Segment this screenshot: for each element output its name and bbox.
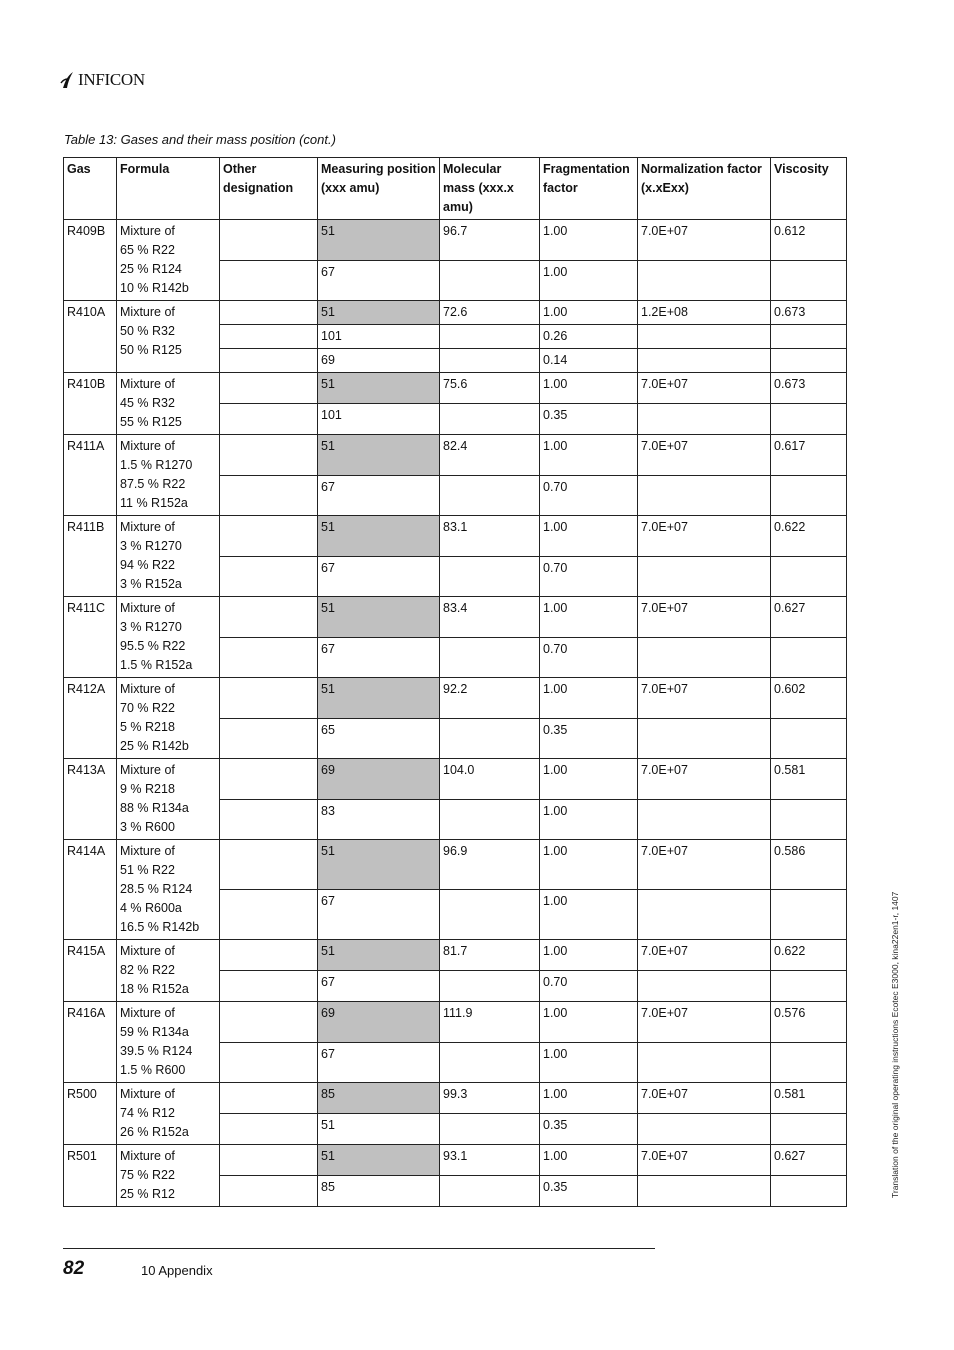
table-row	[64, 1083, 847, 1114]
cell-viscosity	[771, 556, 847, 597]
cell-viscosity: 0.673	[771, 301, 847, 325]
formula-line: 50 % R32	[120, 324, 175, 338]
cell-normalization-factor: 7.0E+07	[638, 1002, 771, 1043]
cell-molecular-mass: 82.4	[440, 435, 540, 476]
cell-other-designation	[220, 1114, 318, 1145]
cell-molecular-mass: 92.2	[440, 678, 540, 719]
formula-line: Mixture of	[120, 682, 175, 696]
table-row	[64, 940, 847, 971]
cell-fragmentation-factor: 1.00	[540, 840, 638, 890]
formula-line: Mixture of	[120, 844, 175, 858]
section-label: 10 Appendix	[141, 1263, 213, 1278]
cell-fragmentation-factor: 0.70	[540, 971, 638, 1002]
cell-measuring-position: 101	[318, 325, 440, 349]
side-note: Translation of the original operating instructions Ecotec E3000, kina22en1-r, 1407	[890, 891, 900, 1198]
cell-other-designation	[220, 678, 318, 719]
cell-normalization-factor: 7.0E+07	[638, 940, 771, 971]
cell-viscosity	[771, 1176, 847, 1207]
cell-measuring-position: 51	[318, 940, 440, 971]
column-header-other-designation: Other designation	[220, 158, 318, 220]
inficon-logo	[60, 70, 145, 90]
cell-other-designation	[220, 637, 318, 678]
formula-line: 51 % R22	[120, 863, 175, 877]
cell-measuring-position: 51	[318, 597, 440, 638]
cell-molecular-mass	[440, 890, 540, 940]
formula-line: 65 % R22	[120, 243, 175, 257]
cell-normalization-factor	[638, 349, 771, 373]
formula-line: Mixture of	[120, 944, 175, 958]
cell-normalization-factor	[638, 325, 771, 349]
cell-measuring-position: 67	[318, 637, 440, 678]
cell-other-designation	[220, 475, 318, 516]
page-number: 82	[63, 1258, 85, 1279]
cell-other-designation	[220, 597, 318, 638]
cell-fragmentation-factor: 1.00	[540, 220, 638, 261]
formula-line: 3 % R1270	[120, 539, 182, 553]
cell-normalization-factor	[638, 799, 771, 840]
cell-measuring-position: 101	[318, 404, 440, 435]
cell-fragmentation-factor: 0.70	[540, 475, 638, 516]
formula-line: 75 % R22	[120, 1168, 175, 1182]
formula-line: 74 % R12	[120, 1106, 175, 1120]
table-row	[64, 373, 847, 404]
cell-other-designation	[220, 1176, 318, 1207]
cell-formula	[117, 597, 220, 678]
cell-molecular-mass: 104.0	[440, 759, 540, 800]
cell-fragmentation-factor: 1.00	[540, 759, 638, 800]
cell-normalization-factor	[638, 1042, 771, 1083]
column-header-formula: Formula	[117, 158, 220, 220]
cell-viscosity: 0.581	[771, 759, 847, 800]
cell-fragmentation-factor: 1.00	[540, 301, 638, 325]
cell-gas: R411B	[64, 516, 117, 597]
cell-normalization-factor: 7.0E+07	[638, 373, 771, 404]
cell-measuring-position: 69	[318, 349, 440, 373]
cell-normalization-factor: 7.0E+07	[638, 516, 771, 557]
cell-molecular-mass: 81.7	[440, 940, 540, 971]
cell-formula	[117, 1145, 220, 1207]
formula-line: 95.5 % R22	[120, 639, 186, 653]
cell-molecular-mass	[440, 1042, 540, 1083]
cell-molecular-mass: 72.6	[440, 301, 540, 325]
column-header-viscosity: Viscosity	[771, 158, 847, 220]
cell-molecular-mass: 96.7	[440, 220, 540, 261]
cell-formula	[117, 373, 220, 435]
formula-line: 10 % R142b	[120, 281, 189, 295]
cell-viscosity: 0.576	[771, 1002, 847, 1043]
column-header-gas: Gas	[64, 158, 117, 220]
cell-other-designation	[220, 435, 318, 476]
cell-measuring-position: 69	[318, 759, 440, 800]
cell-measuring-position: 65	[318, 718, 440, 759]
cell-viscosity	[771, 890, 847, 940]
table-row	[64, 840, 847, 890]
cell-normalization-factor	[638, 404, 771, 435]
cell-viscosity	[771, 325, 847, 349]
cell-formula	[117, 840, 220, 940]
table-caption: Table 13: Gases and their mass position (cont.)	[64, 132, 336, 147]
cell-other-designation	[220, 1002, 318, 1043]
formula-line: 26 % R152a	[120, 1125, 189, 1139]
cell-other-designation	[220, 556, 318, 597]
cell-molecular-mass: 111.9	[440, 1002, 540, 1043]
cell-molecular-mass	[440, 718, 540, 759]
cell-other-designation	[220, 759, 318, 800]
cell-measuring-position: 51	[318, 516, 440, 557]
cell-molecular-mass: 83.1	[440, 516, 540, 557]
cell-gas: R413A	[64, 759, 117, 840]
formula-line: 28.5 % R124	[120, 882, 193, 896]
cell-molecular-mass	[440, 260, 540, 301]
cell-viscosity	[771, 475, 847, 516]
table-header-row	[64, 158, 847, 220]
cell-normalization-factor: 7.0E+07	[638, 435, 771, 476]
cell-measuring-position: 51	[318, 678, 440, 719]
cell-fragmentation-factor: 1.00	[540, 890, 638, 940]
cell-formula	[117, 301, 220, 373]
cell-molecular-mass	[440, 971, 540, 1002]
cell-fragmentation-factor: 1.00	[540, 373, 638, 404]
cell-viscosity	[771, 971, 847, 1002]
formula-line: Mixture of	[120, 1087, 175, 1101]
formula-line: 25 % R142b	[120, 739, 189, 753]
cell-molecular-mass	[440, 1176, 540, 1207]
cell-fragmentation-factor: 1.00	[540, 678, 638, 719]
cell-viscosity: 0.612	[771, 220, 847, 261]
cell-viscosity: 0.602	[771, 678, 847, 719]
cell-viscosity	[771, 260, 847, 301]
table-row	[64, 597, 847, 638]
cell-fragmentation-factor: 0.70	[540, 556, 638, 597]
cell-measuring-position: 85	[318, 1083, 440, 1114]
cell-measuring-position: 67	[318, 475, 440, 516]
cell-gas: R410A	[64, 301, 117, 373]
cell-fragmentation-factor: 1.00	[540, 516, 638, 557]
footer-rule	[63, 1248, 655, 1249]
formula-line: 88 % R134a	[120, 801, 189, 815]
cell-other-designation	[220, 1042, 318, 1083]
cell-viscosity	[771, 799, 847, 840]
formula-line: 3 % R1270	[120, 620, 182, 634]
formula-line: 87.5 % R22	[120, 477, 186, 491]
cell-measuring-position: 67	[318, 556, 440, 597]
cell-other-designation	[220, 301, 318, 325]
formula-line: Mixture of	[120, 601, 175, 615]
cell-fragmentation-factor: 0.35	[540, 1114, 638, 1145]
formula-line: 25 % R12	[120, 1187, 175, 1201]
formula-line: 3 % R152a	[120, 577, 182, 591]
cell-fragmentation-factor: 1.00	[540, 260, 638, 301]
cell-normalization-factor: 7.0E+07	[638, 597, 771, 638]
formula-line: 11 % R152a	[120, 496, 188, 510]
table-row	[64, 220, 847, 261]
formula-line: 1.5 % R152a	[120, 658, 193, 672]
cell-normalization-factor	[638, 1176, 771, 1207]
formula-line: 1.5 % R1270	[120, 458, 193, 472]
formula-line: 1.5 % R600	[120, 1063, 186, 1077]
cell-fragmentation-factor: 1.00	[540, 1042, 638, 1083]
formula-line: 18 % R152a	[120, 982, 189, 996]
cell-other-designation	[220, 971, 318, 1002]
cell-molecular-mass: 75.6	[440, 373, 540, 404]
cell-other-designation	[220, 349, 318, 373]
cell-normalization-factor: 7.0E+07	[638, 678, 771, 719]
table-row	[64, 516, 847, 557]
formula-line: 70 % R22	[120, 701, 175, 715]
cell-viscosity	[771, 1114, 847, 1145]
cell-other-designation	[220, 373, 318, 404]
cell-formula	[117, 1002, 220, 1083]
cell-fragmentation-factor: 1.00	[540, 1083, 638, 1114]
cell-measuring-position: 69	[318, 1002, 440, 1043]
cell-gas: R500	[64, 1083, 117, 1145]
cell-other-designation	[220, 799, 318, 840]
cell-normalization-factor: 1.2E+08	[638, 301, 771, 325]
cell-other-designation	[220, 220, 318, 261]
table-row	[64, 301, 847, 325]
cell-formula	[117, 678, 220, 759]
cell-formula	[117, 516, 220, 597]
cell-other-designation	[220, 516, 318, 557]
cell-molecular-mass	[440, 349, 540, 373]
table-row	[64, 435, 847, 476]
cell-other-designation	[220, 1083, 318, 1114]
cell-formula	[117, 1083, 220, 1145]
cell-normalization-factor: 7.0E+07	[638, 1083, 771, 1114]
inficon-logo-icon	[60, 71, 76, 89]
column-header-normalization-factor: Normalization factor (x.xExx)	[638, 158, 771, 220]
cell-formula	[117, 435, 220, 516]
cell-measuring-position: 85	[318, 1176, 440, 1207]
cell-viscosity: 0.617	[771, 435, 847, 476]
table-row	[64, 1145, 847, 1176]
cell-viscosity	[771, 718, 847, 759]
cell-molecular-mass	[440, 475, 540, 516]
cell-molecular-mass: 93.1	[440, 1145, 540, 1176]
cell-measuring-position: 51	[318, 301, 440, 325]
cell-formula	[117, 220, 220, 301]
cell-normalization-factor	[638, 475, 771, 516]
gases-table	[63, 157, 847, 1207]
formula-line: 45 % R32	[120, 396, 175, 410]
formula-line: Mixture of	[120, 763, 175, 777]
cell-measuring-position: 67	[318, 971, 440, 1002]
cell-other-designation	[220, 890, 318, 940]
cell-normalization-factor	[638, 556, 771, 597]
cell-measuring-position: 51	[318, 1145, 440, 1176]
column-header-fragmentation-factor: Fragmentation factor	[540, 158, 638, 220]
formula-line: 25 % R124	[120, 262, 182, 276]
cell-fragmentation-factor: 1.00	[540, 597, 638, 638]
cell-gas: R416A	[64, 1002, 117, 1083]
table-row	[64, 759, 847, 800]
formula-line: Mixture of	[120, 377, 175, 391]
cell-normalization-factor: 7.0E+07	[638, 1145, 771, 1176]
cell-molecular-mass: 96.9	[440, 840, 540, 890]
cell-viscosity: 0.627	[771, 597, 847, 638]
cell-gas: R411A	[64, 435, 117, 516]
cell-viscosity: 0.622	[771, 940, 847, 971]
cell-gas: R415A	[64, 940, 117, 1002]
formula-line: 39.5 % R124	[120, 1044, 193, 1058]
cell-viscosity: 0.581	[771, 1083, 847, 1114]
cell-normalization-factor	[638, 637, 771, 678]
cell-viscosity	[771, 404, 847, 435]
formula-line: 9 % R218	[120, 782, 175, 796]
formula-line: 50 % R125	[120, 343, 182, 357]
cell-measuring-position: 51	[318, 435, 440, 476]
cell-formula	[117, 759, 220, 840]
formula-line: Mixture of	[120, 1149, 175, 1163]
formula-line: 3 % R600	[120, 820, 175, 834]
formula-line: 94 % R22	[120, 558, 175, 572]
cell-fragmentation-factor: 1.00	[540, 940, 638, 971]
cell-normalization-factor	[638, 971, 771, 1002]
cell-fragmentation-factor: 1.00	[540, 799, 638, 840]
cell-molecular-mass	[440, 799, 540, 840]
cell-fragmentation-factor: 0.70	[540, 637, 638, 678]
cell-molecular-mass: 83.4	[440, 597, 540, 638]
cell-fragmentation-factor: 1.00	[540, 435, 638, 476]
cell-viscosity: 0.586	[771, 840, 847, 890]
cell-gas: R409B	[64, 220, 117, 301]
cell-other-designation	[220, 940, 318, 971]
cell-gas: R411C	[64, 597, 117, 678]
cell-gas: R412A	[64, 678, 117, 759]
formula-line: Mixture of	[120, 224, 175, 238]
cell-gas: R501	[64, 1145, 117, 1207]
cell-measuring-position: 51	[318, 373, 440, 404]
formula-line: 5 % R218	[120, 720, 175, 734]
cell-molecular-mass: 99.3	[440, 1083, 540, 1114]
cell-normalization-factor	[638, 1114, 771, 1145]
cell-fragmentation-factor: 1.00	[540, 1145, 638, 1176]
formula-line: 82 % R22	[120, 963, 175, 977]
cell-fragmentation-factor: 1.00	[540, 1002, 638, 1043]
cell-gas: R410B	[64, 373, 117, 435]
cell-normalization-factor	[638, 260, 771, 301]
cell-measuring-position: 51	[318, 840, 440, 890]
cell-formula	[117, 940, 220, 1002]
formula-line: Mixture of	[120, 439, 175, 453]
cell-molecular-mass	[440, 637, 540, 678]
brand-name: INFICON	[78, 70, 145, 89]
cell-viscosity	[771, 349, 847, 373]
cell-viscosity	[771, 1042, 847, 1083]
cell-other-designation	[220, 260, 318, 301]
formula-line: Mixture of	[120, 305, 175, 319]
cell-normalization-factor: 7.0E+07	[638, 840, 771, 890]
formula-line: 55 % R125	[120, 415, 182, 429]
cell-measuring-position: 67	[318, 260, 440, 301]
table-row	[64, 1002, 847, 1043]
cell-measuring-position: 51	[318, 1114, 440, 1145]
cell-fragmentation-factor: 0.26	[540, 325, 638, 349]
cell-molecular-mass	[440, 325, 540, 349]
cell-normalization-factor	[638, 718, 771, 759]
cell-molecular-mass	[440, 404, 540, 435]
cell-molecular-mass	[440, 1114, 540, 1145]
cell-other-designation	[220, 840, 318, 890]
formula-line: 16.5 % R142b	[120, 920, 200, 934]
cell-viscosity: 0.622	[771, 516, 847, 557]
cell-fragmentation-factor: 0.35	[540, 404, 638, 435]
table-body	[64, 220, 847, 1207]
formula-line: Mixture of	[120, 520, 175, 534]
cell-molecular-mass	[440, 556, 540, 597]
cell-measuring-position: 51	[318, 220, 440, 261]
cell-normalization-factor: 7.0E+07	[638, 759, 771, 800]
table-row	[64, 678, 847, 719]
cell-viscosity	[771, 637, 847, 678]
cell-gas: R414A	[64, 840, 117, 940]
cell-normalization-factor: 7.0E+07	[638, 220, 771, 261]
formula-line: 4 % R600a	[120, 901, 182, 915]
column-header-molecular-mass: Molecular mass (xxx.x amu)	[440, 158, 540, 220]
cell-normalization-factor	[638, 890, 771, 940]
formula-line: 59 % R134a	[120, 1025, 189, 1039]
cell-other-designation	[220, 325, 318, 349]
cell-viscosity: 0.673	[771, 373, 847, 404]
formula-line: Mixture of	[120, 1006, 175, 1020]
cell-viscosity: 0.627	[771, 1145, 847, 1176]
cell-measuring-position: 83	[318, 799, 440, 840]
cell-other-designation	[220, 718, 318, 759]
cell-measuring-position: 67	[318, 1042, 440, 1083]
cell-other-designation	[220, 404, 318, 435]
cell-fragmentation-factor: 0.35	[540, 718, 638, 759]
column-header-measuring-position: Measuring position (xxx amu)	[318, 158, 440, 220]
cell-other-designation	[220, 1145, 318, 1176]
cell-fragmentation-factor: 0.14	[540, 349, 638, 373]
cell-measuring-position: 67	[318, 890, 440, 940]
cell-fragmentation-factor: 0.35	[540, 1176, 638, 1207]
